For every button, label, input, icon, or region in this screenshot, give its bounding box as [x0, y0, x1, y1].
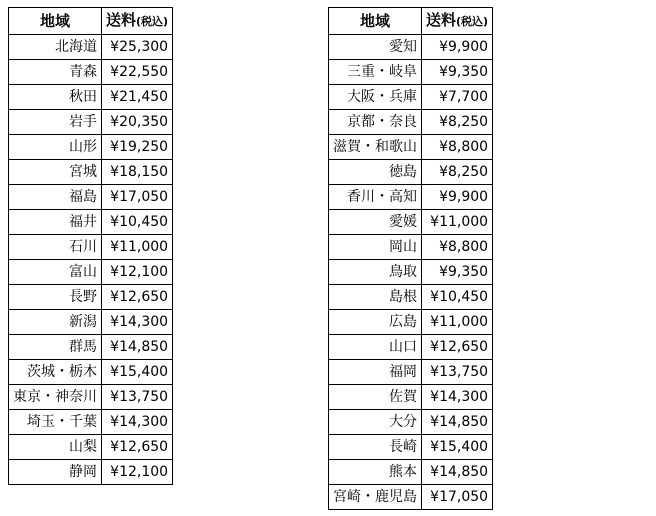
header-row	[9, 8, 173, 35]
fee-cell: ¥15,400	[422, 435, 493, 460]
table-row	[329, 360, 493, 385]
fee-cell: ¥10,450	[422, 285, 493, 310]
table-row	[9, 160, 173, 185]
fee-header-label: 送料	[106, 11, 137, 29]
region-cell: 広島	[329, 310, 422, 335]
region-header	[329, 8, 422, 35]
table-row	[329, 460, 493, 485]
fee-cell: ¥12,650	[102, 435, 173, 460]
fee-cell: ¥8,250	[422, 110, 493, 135]
fee-cell: ¥21,450	[102, 85, 173, 110]
region-cell: 山口	[329, 335, 422, 360]
table-row	[329, 410, 493, 435]
table-row	[9, 35, 173, 60]
region-cell: 富山	[9, 260, 102, 285]
fee-header	[422, 8, 493, 35]
shipping-table-right	[328, 7, 493, 510]
fee-cell: ¥12,100	[102, 460, 173, 485]
fee-cell: ¥9,900	[422, 185, 493, 210]
region-cell: 静岡	[9, 460, 102, 485]
region-cell: 岡山	[329, 235, 422, 260]
fee-cell: ¥12,100	[102, 260, 173, 285]
fee-header-note: (税込)	[456, 15, 489, 28]
fee-cell: ¥12,650	[102, 285, 173, 310]
region-cell: 滋賀・和歌山	[329, 135, 422, 160]
region-cell: 新潟	[9, 310, 102, 335]
table-row	[9, 135, 173, 160]
table-row	[329, 60, 493, 85]
fee-cell: ¥14,850	[102, 335, 173, 360]
table-row	[329, 285, 493, 310]
fee-cell: ¥8,800	[422, 135, 493, 160]
region-cell: 島根	[329, 285, 422, 310]
fee-cell: ¥11,000	[102, 235, 173, 260]
region-header-label: 地域	[39, 12, 70, 30]
region-cell: 福島	[9, 185, 102, 210]
region-cell: 北海道	[9, 35, 102, 60]
fee-cell: ¥7,700	[422, 85, 493, 110]
region-cell: 宮崎・鹿児島	[329, 485, 422, 510]
region-cell: 石川	[9, 235, 102, 260]
region-cell: 熊本	[329, 460, 422, 485]
fee-cell: ¥17,050	[422, 485, 493, 510]
header-row	[329, 8, 493, 35]
region-cell: 東京・神奈川	[9, 385, 102, 410]
table-row	[329, 210, 493, 235]
table-row	[9, 335, 173, 360]
region-cell: 愛知	[329, 35, 422, 60]
fee-cell: ¥17,050	[102, 185, 173, 210]
fee-cell: ¥18,150	[102, 160, 173, 185]
fee-cell: ¥9,350	[422, 260, 493, 285]
region-cell: 京都・奈良	[329, 110, 422, 135]
fee-cell: ¥8,800	[422, 235, 493, 260]
table-row	[9, 310, 173, 335]
table-row	[9, 460, 173, 485]
fee-cell: ¥13,750	[102, 385, 173, 410]
table-row	[329, 260, 493, 285]
table-row	[329, 35, 493, 60]
table-row	[329, 160, 493, 185]
region-cell: 宮城	[9, 160, 102, 185]
table-row	[9, 185, 173, 210]
fee-header-label: 送料	[426, 11, 457, 29]
region-cell: 佐賀	[329, 385, 422, 410]
table-body-left	[9, 35, 173, 485]
region-cell: 徳島	[329, 160, 422, 185]
region-cell: 茨城・栃木	[9, 360, 102, 385]
fee-cell: ¥14,300	[102, 310, 173, 335]
fee-cell: ¥14,850	[422, 410, 493, 435]
fee-cell: ¥9,900	[422, 35, 493, 60]
table-row	[9, 285, 173, 310]
fee-cell: ¥14,850	[422, 460, 493, 485]
shipping-table-left	[8, 7, 173, 485]
fee-cell: ¥19,250	[102, 135, 173, 160]
table-row	[329, 335, 493, 360]
fee-cell: ¥8,250	[422, 160, 493, 185]
region-cell: 長野	[9, 285, 102, 310]
table-row	[9, 110, 173, 135]
fee-cell: ¥10,450	[102, 210, 173, 235]
region-cell: 青森	[9, 60, 102, 85]
table-row	[329, 310, 493, 335]
region-cell: 長崎	[329, 435, 422, 460]
region-header	[9, 8, 102, 35]
table-row	[329, 485, 493, 510]
region-cell: 大分	[329, 410, 422, 435]
region-cell: 三重・岐阜	[329, 60, 422, 85]
table-row	[9, 210, 173, 235]
fee-cell: ¥25,300	[102, 35, 173, 60]
table-row	[329, 110, 493, 135]
fee-cell: ¥20,350	[102, 110, 173, 135]
table-row	[9, 410, 173, 435]
fee-cell: ¥12,650	[422, 335, 493, 360]
region-cell: 山梨	[9, 435, 102, 460]
region-cell: 秋田	[9, 85, 102, 110]
fee-cell: ¥14,300	[102, 410, 173, 435]
table-row	[9, 60, 173, 85]
region-cell: 岩手	[9, 110, 102, 135]
table-row	[329, 435, 493, 460]
fee-cell: ¥13,750	[422, 360, 493, 385]
fee-cell: ¥14,300	[422, 385, 493, 410]
fee-header	[102, 8, 173, 35]
table-row	[329, 135, 493, 160]
table-row	[9, 360, 173, 385]
table-row	[9, 260, 173, 285]
fee-cell: ¥9,350	[422, 60, 493, 85]
table-body-right	[329, 35, 493, 510]
fee-cell: ¥11,000	[422, 310, 493, 335]
fee-cell: ¥15,400	[102, 360, 173, 385]
table-row	[9, 435, 173, 460]
table-row	[9, 85, 173, 110]
region-cell: 福井	[9, 210, 102, 235]
region-cell: 埼玉・千葉	[9, 410, 102, 435]
fee-header-note: (税込)	[136, 15, 169, 28]
table-row	[329, 185, 493, 210]
region-cell: 愛媛	[329, 210, 422, 235]
fee-cell: ¥22,550	[102, 60, 173, 85]
region-cell: 群馬	[9, 335, 102, 360]
region-cell: 福岡	[329, 360, 422, 385]
table-row	[9, 385, 173, 410]
region-cell: 香川・高知	[329, 185, 422, 210]
table-row	[329, 85, 493, 110]
fee-cell: ¥11,000	[422, 210, 493, 235]
region-cell: 山形	[9, 135, 102, 160]
region-cell: 大阪・兵庫	[329, 85, 422, 110]
table-row	[329, 235, 493, 260]
table-row	[9, 235, 173, 260]
table-row	[329, 385, 493, 410]
region-header-label: 地域	[359, 12, 390, 30]
region-cell: 鳥取	[329, 260, 422, 285]
